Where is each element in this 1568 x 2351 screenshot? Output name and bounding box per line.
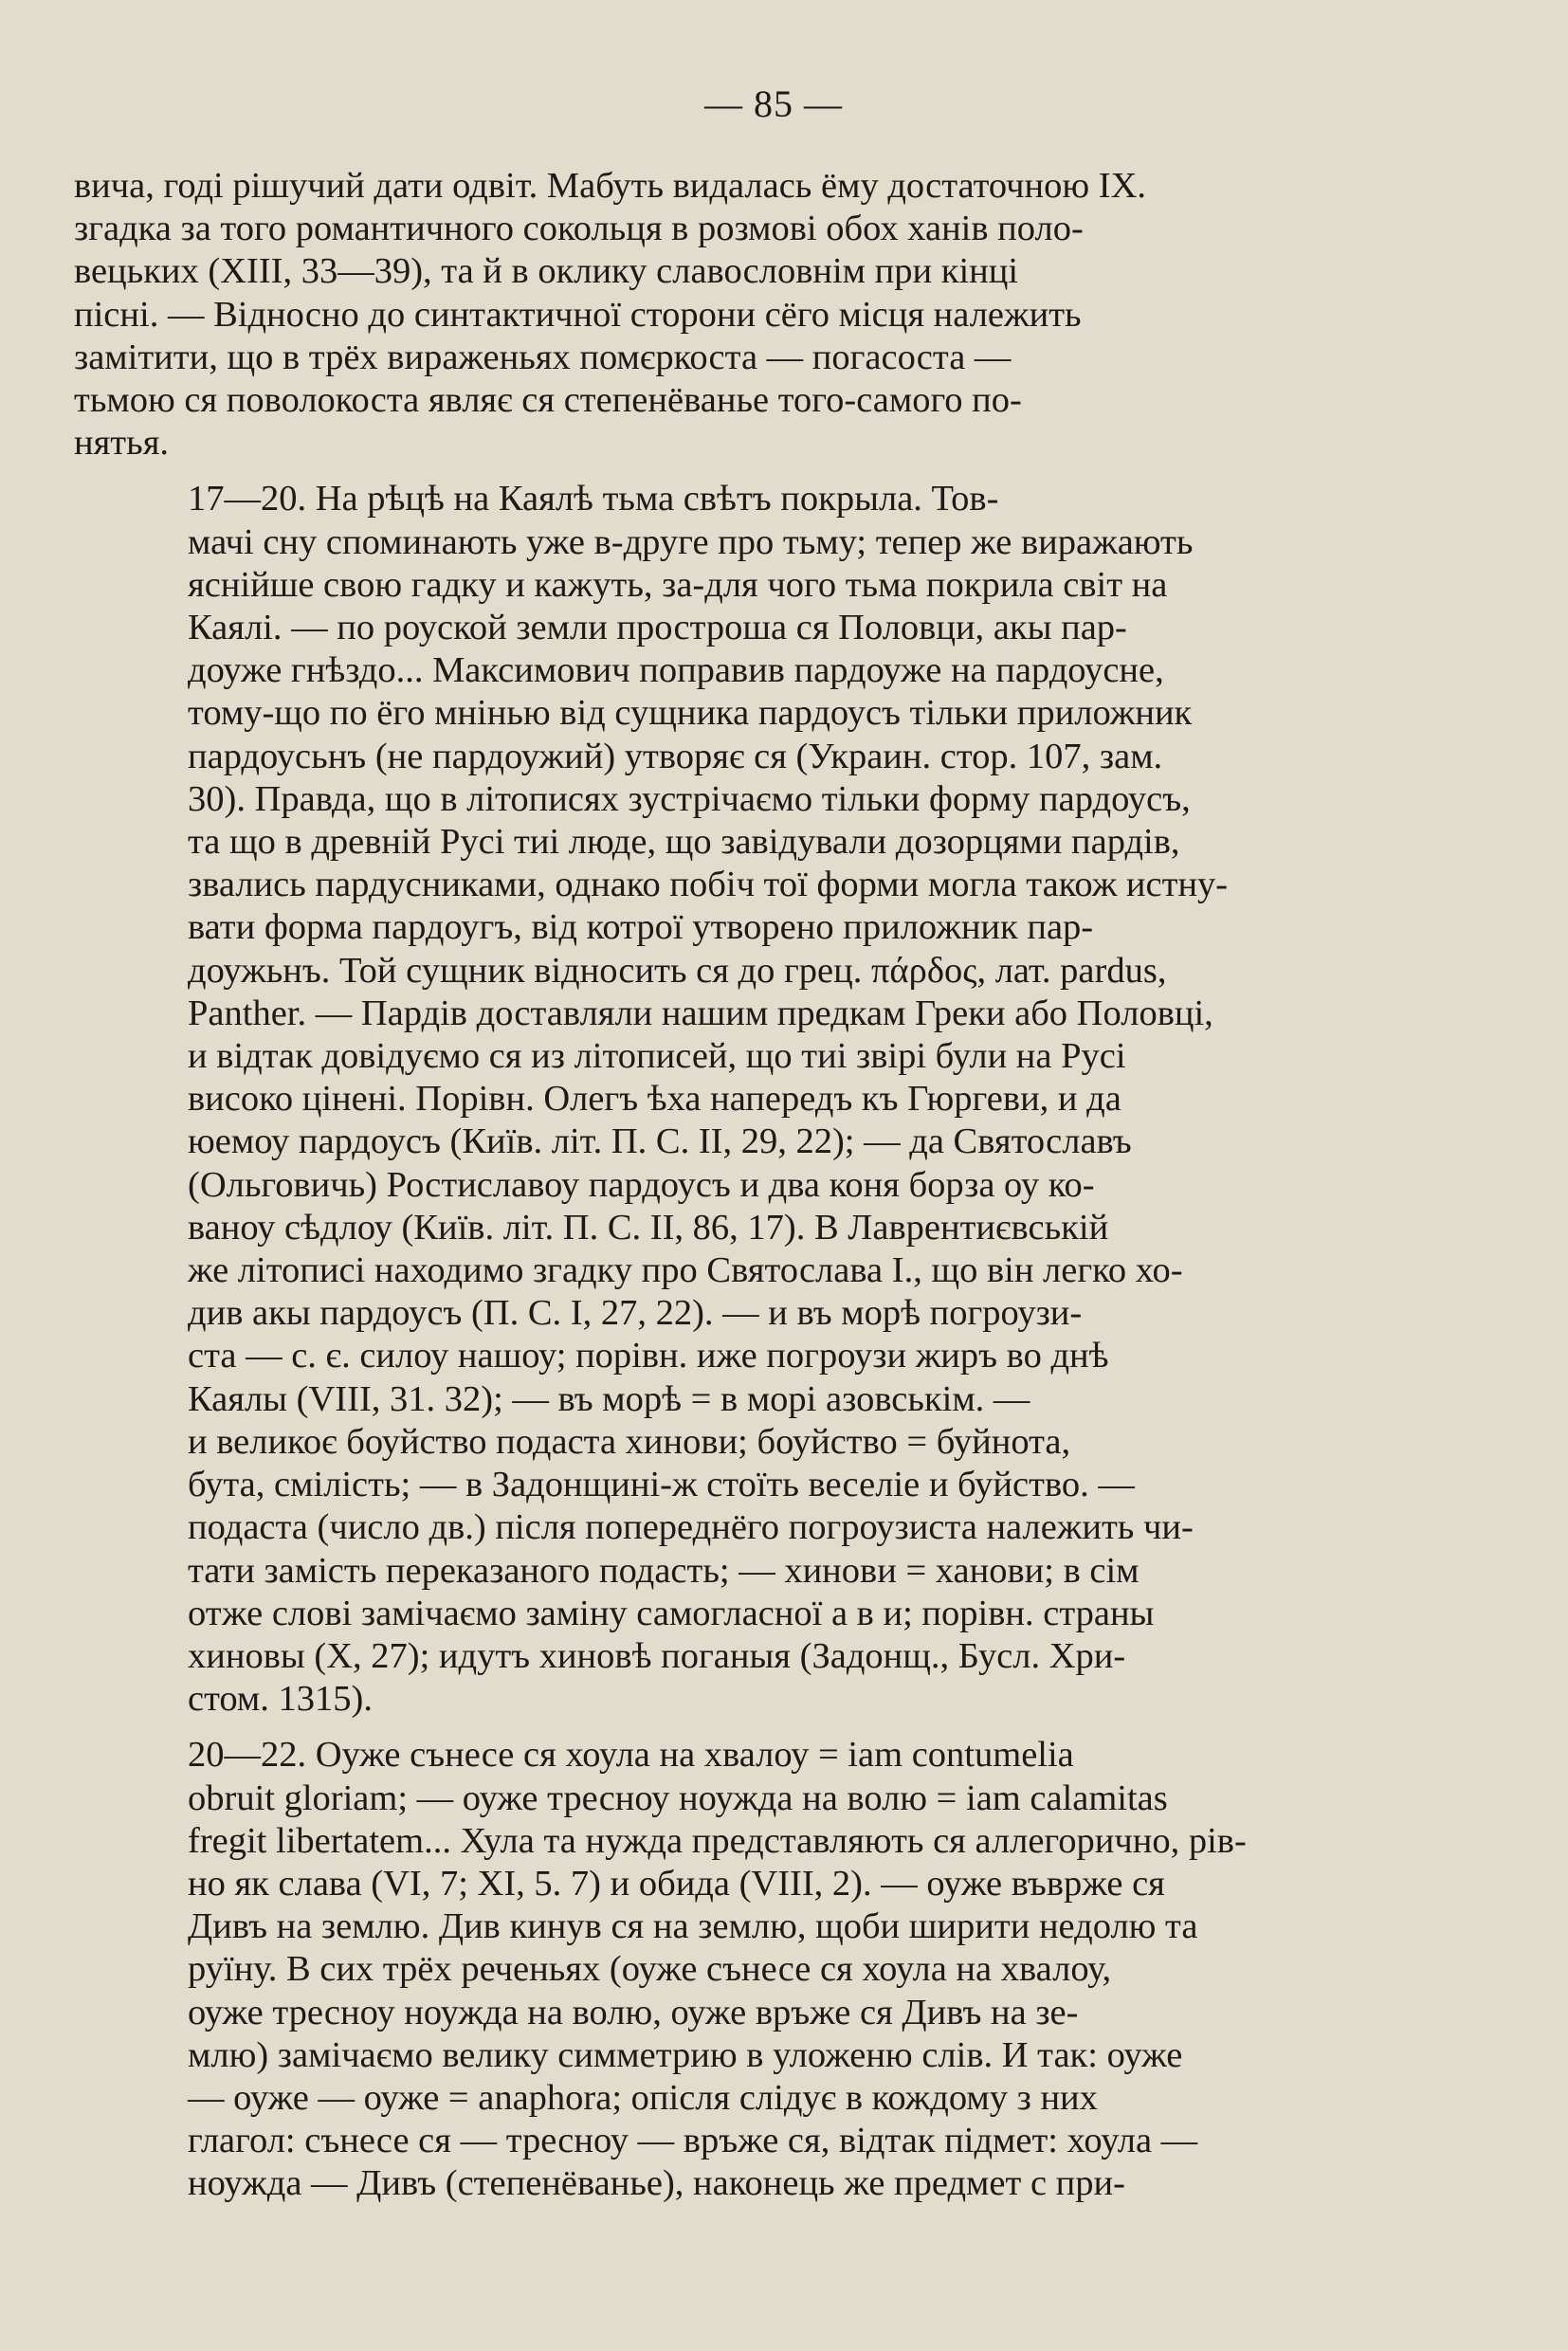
text-line: obruit gloriam; — оуже тресноу ноужда на волю = iam calamitas [188, 1777, 1168, 1818]
text-line: (Ольговичь) Ростиславоу пардоусъ и два коня борза оу ко- [188, 1164, 1095, 1205]
text-line: ваноу сѣдлоу (Київ. літ. П. С. II, 86, 17). В Лаврентиєвській [188, 1207, 1109, 1248]
text-line: подаста (число дв.) після попереднёго погроузиста належить чи- [188, 1507, 1194, 1548]
paragraph-gap [74, 465, 1473, 478]
paragraph-p3 [74, 1734, 1473, 2205]
text-line: стом. 1315). [188, 1679, 373, 1720]
text-line: ноужда — Дивъ (степенёванье), наконець же предмет с при- [188, 2163, 1125, 2204]
text-line: бута, смілість; — в Задонщині-ж стоїть веселіе и буйство. — [188, 1465, 1135, 1505]
text-line: отже слові замічаємо заміну самогласної а в и; порівн. страны [188, 1593, 1155, 1633]
text-line: доуже гнѣздо... Максимович поправив пардоуже на пардоусне, [188, 650, 1164, 691]
text-line: — оуже — оуже = anaphora; опісля слідує в кождому з них [188, 2077, 1098, 2118]
text-line: пісні. — Відносно до синтактичної сторони сёго місця належить [74, 294, 1082, 335]
paragraph-gap [74, 1721, 1473, 1734]
text-line: звались пардусниками, однако побіч тої форми могла також истну- [188, 865, 1229, 905]
text-line: fregit libertatem... Хула та нужда представляють ся аллегорично, рів- [188, 1820, 1247, 1861]
text-line: же літописі находимо згадку про Святослава I., що він легко хо- [188, 1250, 1183, 1291]
text-line: 30). Правда, що в літописях зустрічаємо тільки форму пардоусъ, [188, 778, 1191, 819]
text-line: оуже тресноу ноужда на волю, оуже връже ся Дивъ на зе- [188, 1992, 1079, 2032]
text-line: глагол: сънесе ся — тресноу — връже ся, відтак підмет: хоула — [188, 2121, 1198, 2161]
text-line: див акы пардоусъ (П. С. I, 27, 22). — и въ морѣ погроузи- [188, 1293, 1083, 1334]
text-line: тати замість переказаного подасть; — хинови = ханови; в сім [188, 1550, 1140, 1591]
text-body [74, 165, 1473, 2206]
paragraph-p1 [74, 165, 1473, 465]
text-line: Дивъ на землю. Див кинув ся на землю, щоби ширити недолю та [188, 1906, 1198, 1947]
text-line: юемоу пардоусъ (Київ. літ. П. С. II, 29, 22); — да Святославъ [188, 1121, 1132, 1162]
page-number: — 85 — [704, 82, 843, 125]
text-line: доужьнъ. Той сущник відносить ся до грец. πάρδος, лат. pardus, [188, 950, 1167, 991]
text-line: и великоє боуйство подаста хинови; боуйство = буйнота, [188, 1421, 1071, 1462]
text-line: 17—20. На рѣцѣ на Каялѣ тьма свѣтъ покрыла. Тов- [188, 479, 999, 519]
text-line: нятья. [74, 423, 170, 464]
text-line: Panther. — Пардів доставляли нашим предкам Греки або Половці, [188, 993, 1213, 1033]
text-line: тьмою ся поволокоста являє ся степенёванье того-самого по- [74, 380, 1022, 421]
text-line: та що в древній Русі тиі люде, що завідували дозорцями пардів, [188, 822, 1180, 863]
text-line: и відтак довідуємо ся из літописей, що тиі звірі були на Русі [188, 1036, 1126, 1077]
text-line: Каялы (VIII, 31. 32); — въ морѣ = в морі азовськім. — [188, 1378, 1030, 1419]
text-line: мачі сну споминають уже в-друге про тьму; тепер же виражають [188, 521, 1194, 562]
text-line: вецьких (XIII, 33—39), та й в оклику славословнім при кінці [74, 251, 1019, 292]
text-line: високо цінені. Порівн. Олегъ ѣха напередъ къ Гюргеви, и да [188, 1079, 1121, 1120]
text-line: яснійше свою гадку и кажуть, за-для чого тьма покрила світ на [188, 564, 1168, 605]
text-line: пардоусьнъ (не пардоужий) утворяє ся (Украин. стор. 107, зам. [188, 736, 1163, 776]
text-line: Каялі. — по роуской земли простроша ся Половци, акы пар- [188, 608, 1127, 648]
text-line: замітити, що в трёх вираженьях помєркоста — погасоста — [74, 337, 1012, 377]
text-line: руїну. В сих трёх реченьях (оуже сънесе ся хоула на хвалоу, [188, 1949, 1112, 1990]
text-line: 20—22. Оуже сънесе ся хоула на хвалоу = iam contumelia [188, 1735, 1074, 1776]
text-line: хиновы (X, 27); идутъ хиновѣ поганыя (Задонщ., Бусл. Хри- [188, 1635, 1126, 1676]
text-line: згадка за того романтичного сокольця в розмові обох ханів поло- [74, 209, 1084, 249]
text-line: но як слава (VI, 7; XI, 5. 7) и обида (VIII, 2). — оуже въврже ся [188, 1863, 1165, 1904]
text-line: млю) замічаємо велику симметрию в уложеню слів. И так: оуже [188, 2034, 1183, 2075]
text-line: вати форма пардоугъ, від котрої утворено приложник пар- [188, 907, 1094, 948]
text-line: вича, годі рішучий дати одвіт. Мабуть видалась ёму достаточною IX. [74, 166, 1147, 206]
text-line: тому-що по ёго мнінью від сущника пардоусъ тільки приложник [188, 693, 1193, 734]
paragraph-p2 [74, 478, 1473, 1721]
text-line: ста — с. є. силоу нашоу; порівн. иже погроузи жиръ во днѣ [188, 1336, 1109, 1376]
